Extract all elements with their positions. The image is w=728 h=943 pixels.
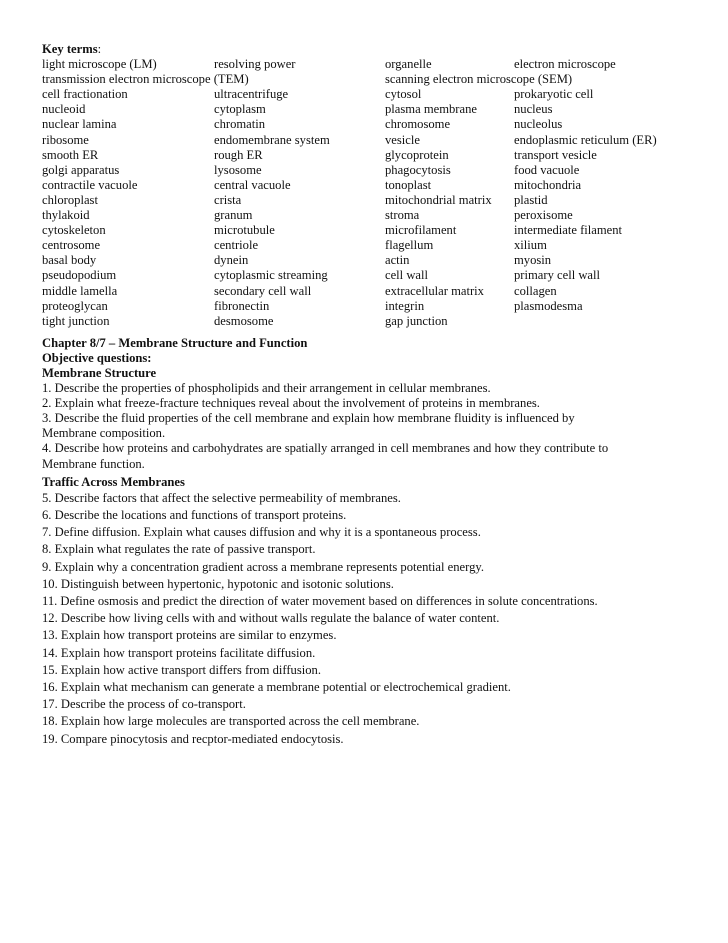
question-line: 13. Explain how transport proteins are similar to enzymes. xyxy=(42,628,337,643)
term-row xyxy=(42,117,702,132)
term: microfilament xyxy=(385,223,457,238)
term: xilium xyxy=(514,238,547,253)
document-page xyxy=(42,42,702,748)
term-row xyxy=(42,253,702,268)
term-row xyxy=(42,178,702,193)
question-line: 6. Describe the locations and functions of transport proteins. xyxy=(42,507,347,522)
question-line: 16. Explain what mechanism can generate a membrane potential or electrochemical gradient. xyxy=(42,679,511,694)
term: nucleolus xyxy=(514,117,563,132)
key-terms-colon: : xyxy=(97,42,102,56)
term: fibronectin xyxy=(214,298,270,313)
term: resolving power xyxy=(214,57,296,72)
term-row xyxy=(42,238,702,253)
term: plasmodesma xyxy=(514,298,583,313)
term: mitochondria xyxy=(514,177,582,192)
term: transport vesicle xyxy=(514,147,597,162)
term: desmosome xyxy=(214,313,274,328)
term: cell fractionation xyxy=(42,87,128,102)
question-line: 18. Explain how large molecules are transported across the cell membrane. xyxy=(42,714,420,729)
term: glycoprotein xyxy=(385,147,449,162)
question-line: 11. Define osmosis and predict the direction of water movement based on differences in solute concentrations. xyxy=(42,593,598,608)
term: integrin xyxy=(385,298,425,313)
term: ultracentrifuge xyxy=(214,87,289,102)
term: vesicle xyxy=(385,132,420,147)
term: extracellular matrix xyxy=(385,283,484,298)
term: chloroplast xyxy=(42,192,98,207)
question-line: 10. Distinguish between hypertonic, hypotonic and isotonic solutions. xyxy=(42,576,394,591)
term: cytoplasmic streaming xyxy=(214,268,328,283)
term: peroxisome xyxy=(514,208,573,223)
term: myosin xyxy=(514,253,552,268)
term-row xyxy=(42,163,702,178)
question-line: Membrane composition. xyxy=(42,426,166,441)
term: endoplasmic reticulum (ER) xyxy=(514,132,657,147)
question-line: 4. Describe how proteins and carbohydrates are spatially arranged in cell membranes and how they contribute to xyxy=(42,441,609,456)
term: lysosome xyxy=(214,162,262,177)
question-line: 9. Explain why a concentration gradient across a membrane represents potential energy. xyxy=(42,559,485,574)
term: electron microscope xyxy=(514,57,616,72)
traffic-questions xyxy=(42,490,702,748)
term: food vacuole xyxy=(514,162,580,177)
term: smooth ER xyxy=(42,147,99,162)
term: nuclear lamina xyxy=(42,117,117,132)
question-line: 2. Explain what freeze-fracture techniques reveal about the involvement of proteins in membranes. xyxy=(42,396,540,411)
term: centrosome xyxy=(42,238,101,253)
term-row xyxy=(42,133,702,148)
term: dynein xyxy=(214,253,249,268)
term: central vacuole xyxy=(214,177,291,192)
term-row xyxy=(42,87,702,102)
term: proteoglycan xyxy=(42,298,108,313)
term: ribosome xyxy=(42,132,89,147)
term: crista xyxy=(214,192,242,207)
question-line: 8. Explain what regulates the rate of passive transport. xyxy=(42,542,316,557)
term: golgi apparatus xyxy=(42,162,120,177)
term: plasma membrane xyxy=(385,102,477,117)
term: chromatin xyxy=(214,117,266,132)
term: gap junction xyxy=(385,313,448,328)
question-line: 1. Describe the properties of phospholipids and their arrangement in cellular membranes. xyxy=(42,381,491,396)
term: nucleoid xyxy=(42,102,86,117)
term: contractile vacuole xyxy=(42,177,138,192)
term: cytosol xyxy=(385,87,422,102)
objective-label: Objective questions: xyxy=(42,350,152,365)
term: rough ER xyxy=(214,147,263,162)
term: light microscope (LM) xyxy=(42,57,157,72)
term: chromosome xyxy=(385,117,451,132)
term: mitochondrial matrix xyxy=(385,192,492,207)
term: actin xyxy=(385,253,410,268)
term-row xyxy=(42,208,702,223)
spacer xyxy=(42,329,702,336)
term-row xyxy=(42,193,702,208)
term: cytoplasm xyxy=(214,102,266,117)
question-line: 12. Describe how living cells with and without walls regulate the balance of water content. xyxy=(42,611,500,626)
term: cell wall xyxy=(385,268,429,283)
question-line: 14. Explain how transport proteins facilitate diffusion. xyxy=(42,645,316,660)
term-row xyxy=(42,299,702,314)
term-row xyxy=(42,102,702,117)
section-title-traffic: Traffic Across Membranes xyxy=(42,474,185,489)
term: flagellum xyxy=(385,238,434,253)
question-line: 17. Describe the process of co-transport. xyxy=(42,697,246,712)
term: stroma xyxy=(385,208,420,223)
question-line: 3. Describe the fluid properties of the cell membrane and explain how membrane fluidity is influenced by xyxy=(42,411,575,426)
term-row xyxy=(42,268,702,283)
term: thylakoid xyxy=(42,208,90,223)
term-row xyxy=(42,314,702,329)
term: microtubule xyxy=(214,223,275,238)
term: tonoplast xyxy=(385,177,432,192)
term: transmission electron microscope (TEM) xyxy=(42,72,249,87)
term: endomembrane system xyxy=(214,132,330,147)
key-terms-table xyxy=(42,57,702,329)
question-line: 15. Explain how active transport differs from diffusion. xyxy=(42,662,321,677)
question-line: 5. Describe factors that affect the selective permeability of membranes. xyxy=(42,490,401,505)
membrane-structure-questions xyxy=(42,381,702,472)
section-title-membrane-structure: Membrane Structure xyxy=(42,365,157,380)
term: prokaryotic cell xyxy=(514,87,594,102)
key-terms-heading xyxy=(42,42,702,57)
term: cytoskeleton xyxy=(42,223,106,238)
term: plastid xyxy=(514,192,548,207)
term-row xyxy=(42,57,702,72)
term: secondary cell wall xyxy=(214,283,312,298)
term-row xyxy=(42,72,702,87)
term: scanning electron microscope (SEM) xyxy=(385,72,573,87)
question-line: 19. Compare pinocytosis and recptor-mediated endocytosis. xyxy=(42,731,344,746)
term: organelle xyxy=(385,57,432,72)
term: granum xyxy=(214,208,253,223)
question-line: 7. Define diffusion. Explain what causes diffusion and why it is a spontaneous process. xyxy=(42,525,481,540)
term: middle lamella xyxy=(42,283,118,298)
term: intermediate filament xyxy=(514,223,623,238)
chapter-title: Chapter 8/7 – Membrane Structure and Function xyxy=(42,335,308,350)
term-row xyxy=(42,223,702,238)
term: primary cell wall xyxy=(514,268,601,283)
term: pseudopodium xyxy=(42,268,117,283)
question-line: Membrane function. xyxy=(42,456,145,471)
term-row xyxy=(42,148,702,163)
term-row xyxy=(42,284,702,299)
key-terms-label: Key terms xyxy=(42,42,98,56)
term: basal body xyxy=(42,253,97,268)
term: collagen xyxy=(514,283,557,298)
term: tight junction xyxy=(42,313,110,328)
term: phagocytosis xyxy=(385,162,451,177)
term: nucleus xyxy=(514,102,553,117)
term: centriole xyxy=(214,238,259,253)
